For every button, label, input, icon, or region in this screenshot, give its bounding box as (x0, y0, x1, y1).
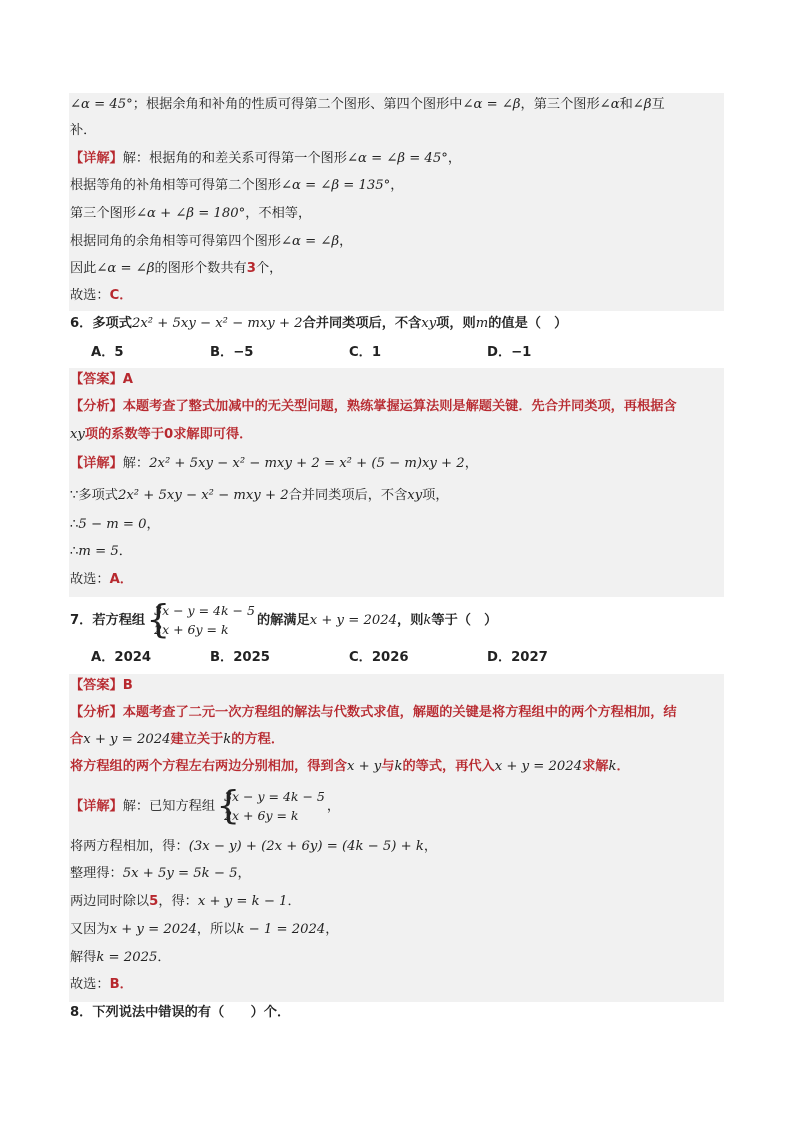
math-expr: x + y = k − 1 (197, 894, 288, 909)
text: 个， (255, 261, 283, 276)
q6-analysis-line-1 (70, 397, 677, 417)
math-expr: x + y = 2024 (309, 613, 398, 628)
q7-option-d: D．2027 (487, 650, 548, 665)
math-expr: 2x² + 5xy − x² − mxy + 2 (117, 488, 289, 503)
detail-label: 【详解】 (70, 456, 123, 471)
analysis-text: ． (616, 759, 630, 774)
question-number: 8． (70, 1005, 93, 1020)
math-expr: k (608, 759, 617, 774)
choose-answer: A． (109, 572, 133, 587)
q7-analysis-line-2 (70, 730, 284, 750)
text: ∴ (70, 544, 79, 559)
text: 整理得： (70, 866, 123, 881)
q6-detail-line-3 (70, 515, 160, 535)
math-expr: 5 − m = 0 (78, 517, 147, 532)
analysis-text: 求解即可得． (173, 427, 253, 442)
brace-icon: { (146, 597, 171, 641)
math-expr: x + y = 2024 (109, 922, 197, 937)
q7-analysis-line-3 (70, 757, 630, 777)
text: 合并同类项后，不含 (302, 316, 422, 331)
text: 又因为 (70, 922, 110, 937)
choose-answer: C． (109, 288, 133, 303)
q7-detail-line-6 (70, 948, 171, 968)
q7-detail-line-1 (70, 783, 341, 827)
math-expr: ∠α = ∠β = 45° (346, 151, 448, 166)
text: ， (464, 456, 478, 471)
math-expr: 2x² + 5xy − x² − mxy + 2 = x² + (5 − m)xy + 2 (149, 456, 465, 471)
detail-label: 【详解】 (70, 799, 123, 814)
answer-label: 【答案】 (70, 678, 123, 693)
text: ． (157, 950, 171, 965)
text: 若方程组 (92, 613, 146, 628)
q6-option-b: B．−5 (210, 345, 254, 360)
math-expr: xy (407, 488, 423, 503)
text: 的值是（ ） (488, 316, 568, 331)
equation-1: 3x − y = 4k − 5 (154, 603, 255, 618)
highlight-number: 3 (246, 261, 256, 276)
q7-option-b: B．2025 (210, 650, 270, 665)
q6-option-a: A．5 (91, 345, 124, 360)
analysis-text: 0 (164, 427, 174, 442)
text: 解：根据角的和差关系可得第一个图形 (122, 151, 347, 166)
question-number: 6． (70, 316, 93, 331)
q7-analysis-line-1 (70, 703, 677, 723)
q7-stem (70, 597, 498, 641)
text: ， (390, 178, 404, 193)
math-expr: x + y = 2024 (83, 732, 171, 747)
q7-choose-line (70, 975, 133, 995)
math-expr: (3x − y) + (2x + 6y) = (4k − 5) + k (188, 839, 424, 854)
choose-answer: B． (109, 977, 133, 992)
text: 项， (422, 488, 449, 503)
math-expr: ∠β (632, 97, 652, 112)
text: 的图形个数共有 (154, 261, 247, 276)
math-expr: k (423, 613, 432, 628)
math-expr: k − 1 = 2024 (236, 922, 326, 937)
math-expr: xy (421, 316, 437, 331)
analysis-text: 本题考查了二元一次方程组的解法与代数式求值，解题的关键是将方程组中的两个方程相加，结 (122, 705, 677, 720)
q5-detail-line-4 (70, 232, 352, 252)
q6-answer-line (70, 370, 133, 390)
q7-option-c: C．2026 (349, 650, 409, 665)
q7-detail-line-3 (70, 864, 251, 884)
text: ， (146, 517, 160, 532)
text: ． (287, 894, 301, 909)
math-expr: k (223, 732, 232, 747)
answer-value: A (122, 372, 133, 387)
text: 等于（ ） (431, 613, 498, 628)
analysis-text: 建立关于 (170, 732, 224, 747)
q7-option-a: A．2024 (91, 650, 152, 665)
math-expr: ∠α = 45° (70, 97, 133, 112)
q7-detail-line-4 (70, 892, 301, 912)
math-expr: k = 2025 (96, 950, 158, 965)
answer-label: 【答案】 (70, 372, 123, 387)
math-expr: 5x + 5y = 5k − 5 (122, 866, 238, 881)
math-expr: x + y = 2024 (494, 759, 583, 774)
equation-2: 2x + 6y = k (224, 808, 299, 823)
math-expr: m = 5 (78, 544, 119, 559)
math-expr: x + y (346, 759, 382, 774)
text: 故选： (70, 977, 110, 992)
q5-detail-line-1 (70, 149, 461, 169)
text: 将两方程相加，得： (70, 839, 189, 854)
math-expr: ∠α + ∠β = 180° (135, 206, 246, 221)
analysis-label: 【分析】 (70, 705, 123, 720)
text: 解：已知方程组 (122, 799, 216, 814)
analysis-text: 合 (70, 732, 84, 747)
math-expr: m (475, 316, 489, 331)
equation-system-detail (216, 783, 325, 827)
math-expr: ∠α = ∠β (462, 97, 521, 112)
text: ，不相等， (245, 206, 312, 221)
text: ， (423, 839, 438, 854)
q6-detail-line-1 (70, 454, 478, 474)
q6-detail-line-2 (70, 486, 449, 506)
analysis-text: 的方程． (231, 732, 285, 747)
analysis-text: 求解 (582, 759, 609, 774)
q7-answer-line (70, 676, 133, 696)
analysis-text: 与 (381, 759, 395, 774)
highlight-number: 5 (149, 894, 159, 909)
q7-detail-line-5 (70, 920, 338, 940)
text: ， (325, 922, 339, 937)
math-expr: ∠α = ∠β (96, 261, 155, 276)
text: ，得： (158, 894, 198, 909)
math-expr: ∠α = ∠β (281, 234, 340, 249)
text: 第三个图形 (70, 206, 136, 221)
text: ， (237, 866, 251, 881)
text: 项，则 (436, 316, 476, 331)
math-expr: ∠α = ∠β = 135° (281, 178, 391, 193)
text: 下列说法中错误的有（ ）个． (92, 1005, 291, 1020)
text: ， (326, 799, 341, 814)
q5-analysis-line-1 (70, 95, 665, 115)
text: ；根据余角和补角的性质可得第二个图形、第四个图形中 (132, 97, 463, 112)
text: 根据等角的补角相等可得第二个图形 (70, 178, 281, 193)
analysis-text: 本题考查了整式加减中的无关型问题，熟练掌握运算法则是解题关键．先合并同类项，再根据含 (122, 399, 677, 414)
text: 的解满足 (256, 613, 310, 628)
analysis-text: 的等式，再代入 (402, 759, 495, 774)
math-expr: xy (70, 427, 85, 442)
text: 解： (122, 456, 150, 471)
analysis-label: 【分析】 (70, 399, 123, 414)
text: 故选： (70, 288, 110, 303)
q6-option-d: D．−1 (487, 345, 532, 360)
text: 互 (651, 97, 665, 112)
text: ，则 (397, 613, 424, 628)
equation-system (146, 597, 255, 641)
math-expr: ∠α (599, 97, 620, 112)
text: 因此 (70, 261, 97, 276)
answer-value: B (122, 678, 133, 693)
text: 故选： (70, 572, 110, 587)
text: ∴ (70, 517, 79, 532)
equation-2: 2x + 6y = k (154, 622, 229, 637)
text: ，所以 (196, 922, 237, 937)
q8-stem (70, 1003, 290, 1023)
q7-detail-line-2 (70, 837, 437, 857)
q5-detail-line-2 (70, 176, 403, 196)
detail-label: 【详解】 (70, 151, 123, 166)
text: ， (447, 151, 461, 166)
text: 两边同时除以 (70, 894, 150, 909)
text: ． (118, 544, 132, 559)
text: ∵多项式 (70, 488, 118, 503)
text: 补． (70, 123, 97, 138)
text: 根据同角的余角相等可得第四个图形 (70, 234, 281, 249)
q5-detail-line-3 (70, 204, 311, 224)
text: 解得 (70, 950, 97, 965)
q5-detail-line-5 (70, 259, 282, 279)
equation-1: 3x − y = 4k − 5 (224, 789, 325, 804)
math-expr: 2x² + 5xy − x² − mxy + 2 (131, 316, 303, 331)
q6-detail-line-4 (70, 542, 132, 562)
q6-option-c: C．1 (349, 345, 382, 360)
q5-choose-line (70, 286, 132, 306)
text: ， (339, 234, 353, 249)
text: 合并同类项后，不含 (288, 488, 408, 503)
q5-analysis-line-2 (70, 121, 96, 141)
q6-stem (70, 314, 567, 334)
brace-icon: { (216, 783, 241, 827)
analysis-text: 项的系数等于 (84, 427, 165, 442)
analysis-text: 将方程组的两个方程左右两边分别相加，得到含 (70, 759, 347, 774)
q6-choose-line (70, 570, 133, 590)
text: ，第三个图形 (520, 97, 600, 112)
q6-analysis-line-2 (70, 425, 252, 445)
text: 和 (619, 97, 633, 112)
text: 多项式 (92, 316, 132, 331)
math-expr: k (394, 759, 403, 774)
question-number: 7． (70, 613, 93, 628)
